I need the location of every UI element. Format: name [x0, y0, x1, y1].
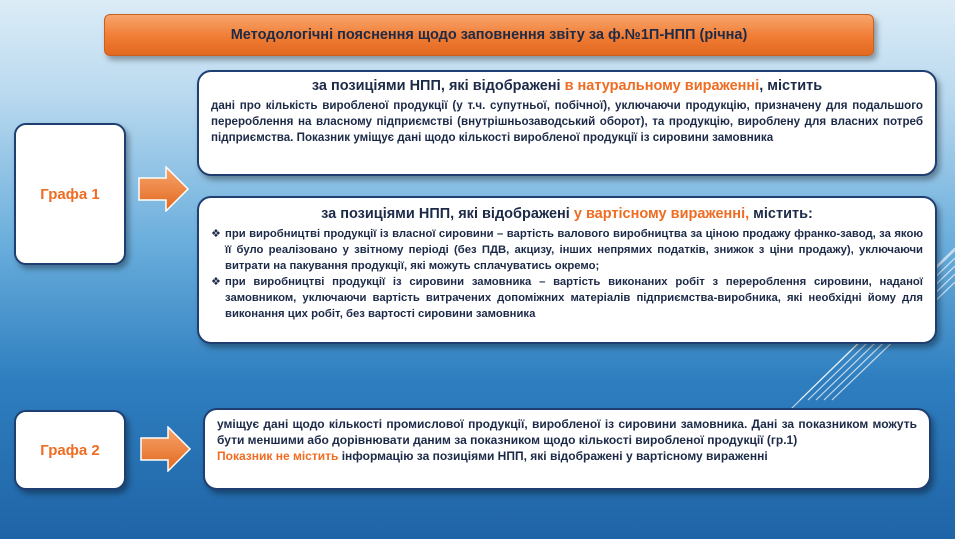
- diamond-bullet-icon: ❖: [211, 276, 221, 288]
- grafa-2-text: уміщує дані щодо кількості промислової продукції, виробленої із сировини замовника. Дані за показником можуть бути меншими або дорівнювати даним за показником щодо кількості виробленої продукції (гр.1): [217, 417, 917, 447]
- grafa-1-label: Графа 1: [14, 123, 126, 265]
- grafa-2-box: [203, 408, 931, 490]
- natural-terms-box: [197, 70, 937, 176]
- grafa-2-label: Графа 2: [14, 410, 126, 490]
- grafa-2-note: Показник не містить інформацію за позиціями НПП, які відображені у вартісному вираженні: [217, 449, 768, 463]
- natural-terms-heading: за позиціями НПП, які відображені в натуральному вираженні, містить: [311, 78, 823, 94]
- page-title: Методологічні пояснення щодо заповнення звіту за ф.№1П-НПП (річна): [104, 14, 874, 56]
- right-arrow-icon: [138, 166, 190, 212]
- value-terms-box: [197, 196, 937, 344]
- right-arrow-icon: [140, 426, 192, 472]
- natural-terms-text: дані про кількість виробленої продукції (у т.ч. супутньої, побічної), уключаючи продукцію, призначену для подальшого перероблення на власному підприємстві (внутрішньозаводський оборот), та продукцію, вироблену для власних потреб підприємства. Показник уміщує дані щодо кількості виробленої продукції із сировини замовника: [211, 99, 923, 144]
- list-item: ❖ при виробництві продукції із власної сировини – вартість валового виробництва за ціною продажу франко-завод, за якою її було реалізовано у звітному періоді (без ПДВ, акцизу, інших непрямих податків, знижок з ціни продажу), уключаючи витрати на пакування продукції, які можуть сплачуватись окремо;: [211, 228, 923, 272]
- value-terms-heading: за позиціями НПП, які відображені у вартісному вираженні, містить:: [321, 206, 813, 222]
- diamond-bullet-icon: ❖: [211, 228, 221, 240]
- list-item: ❖ при виробництві продукції із сировини замовника – вартість виконаних робіт з перероблення сировини, наданої замовником, уключаючи вартість витрачених допоміжних матеріалів підприємства-виробника, які необхідні йому для виконання цих робіт, без вартості сировини замовника: [211, 276, 923, 320]
